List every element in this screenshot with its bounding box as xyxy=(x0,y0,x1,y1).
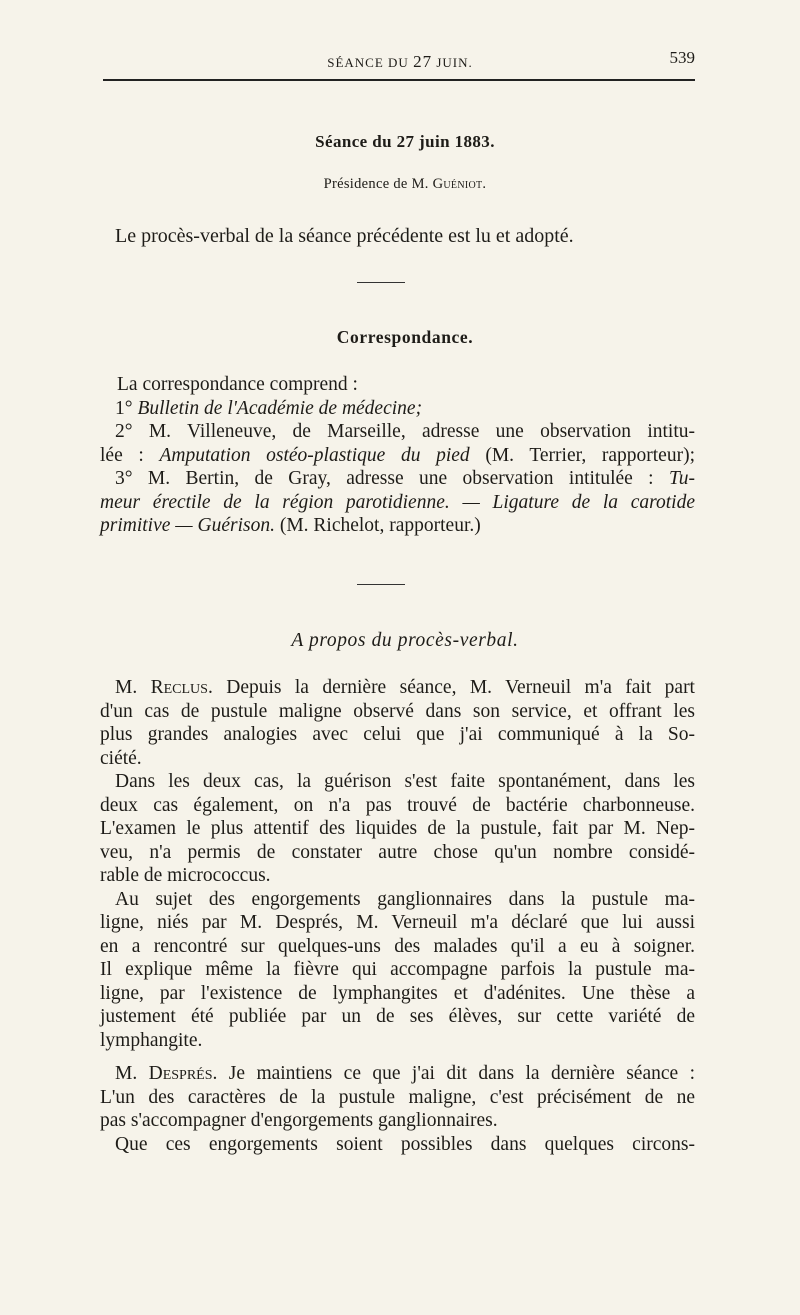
paragraph-line: M. Reclus. Depuis la dernière séance, M. Verneuil m'a fait part xyxy=(115,677,695,698)
paragraph-line: deux cas également, on n'a pas trouvé de bactérie charbonneuse. xyxy=(100,794,695,816)
paragraph-line: 2° M. Villeneuve, de Marseille, adresse une observation intitu- xyxy=(115,421,695,442)
paragraph-line: Que ces engorgements soient possibles dans quelques circons- xyxy=(115,1133,695,1155)
correspondance-body xyxy=(100,373,695,538)
paragraph-line: meur érectile de la région parotidienne. — Ligature de la carotide xyxy=(100,491,695,513)
paragraph-line: L'examen le plus attentif des liquides de la pustule, fait par M. Nep- xyxy=(100,818,695,839)
session-title: Séance du 27 juin 1883. xyxy=(315,132,495,151)
running-head-title: SÉANCE DU 27 JUIN. xyxy=(327,52,473,71)
paragraph-line: Il explique même la fièvre qui accompagne parfois la pustule ma- xyxy=(100,959,695,980)
paragraph-line: en a rencontré sur quelques-uns des malades qu'il a eu à soigner. xyxy=(100,935,695,957)
speaker-name: Després xyxy=(148,1063,213,1084)
paragraph-line: La correspondance comprend : xyxy=(117,374,358,395)
presidence-line: Présidence de M. Guéniot. xyxy=(323,176,487,192)
paragraph-line: Dans les deux cas, la guérison s'est faite spontanément, dans les xyxy=(115,771,695,792)
paragraph-line: L'un des caractères de la pustule maligne, c'est précisément de ne xyxy=(100,1086,695,1108)
paragraph-line: ciété. xyxy=(100,747,142,769)
page-number: 539 xyxy=(669,48,695,67)
discussion-body xyxy=(100,676,695,1156)
section-divider xyxy=(357,282,405,283)
paragraph-line: primitive — Guérison. (M. Richelot, rapporteur.) xyxy=(100,515,481,536)
journal-title: Bulletin de l'Académie de médecine; xyxy=(137,397,423,419)
paragraph-line: ligne, niés par M. Després, M. Verneuil m'a déclaré que lui aussi xyxy=(100,912,695,933)
paragraph-line: rable de micrococcus. xyxy=(100,865,271,886)
president-name: Guéniot xyxy=(432,176,483,192)
running-head xyxy=(105,48,695,72)
paragraph-line: lymphangite. xyxy=(100,1029,203,1051)
paragraph-line: Au sujet des engorgements ganglionnaires dans la pustule ma- xyxy=(115,888,695,910)
paragraph-line: 3° M. Bertin, de Gray, adresse une observation intitulée : Tu- xyxy=(115,468,695,489)
section-divider xyxy=(357,584,405,585)
paragraph-line: 1° Bulletin de l'Académie de médecine; xyxy=(115,397,423,419)
paragraph-line: lée : Amputation ostéo-plastique du pied (M. Terrier, rapporteur); xyxy=(100,444,695,466)
speaker-name: Reclus xyxy=(150,677,208,698)
paragraph-line: justement été publiée par un de ses élèves, sur cette variété de xyxy=(100,1006,695,1027)
minutes-note: Le procès-verbal de la séance précédente est lu et adopté. xyxy=(115,225,574,247)
paragraph-line: pas s'accompagner d'engorgements ganglionnaires. xyxy=(100,1110,498,1131)
paragraph-line: M. Després. Je maintiens ce que j'ai dit dans la dernière séance : xyxy=(115,1063,695,1084)
paragraph-line: d'un cas de pustule maligne observé dans son service, et offrant les xyxy=(100,700,695,722)
paragraph-line: ligne, par l'existence de lymphangites et d'adénites. Une thèse a xyxy=(100,982,695,1004)
paragraph-line: veu, n'a permis de constater autre chose qu'un nombre considé- xyxy=(100,841,695,863)
header-rule xyxy=(103,79,695,81)
apropos-heading: A propos du procès-verbal. xyxy=(291,630,519,651)
correspondance-heading: Correspondance. xyxy=(336,327,474,347)
paragraph-line: plus grandes analogies avec celui que j'ai communiqué à la So- xyxy=(100,724,695,745)
